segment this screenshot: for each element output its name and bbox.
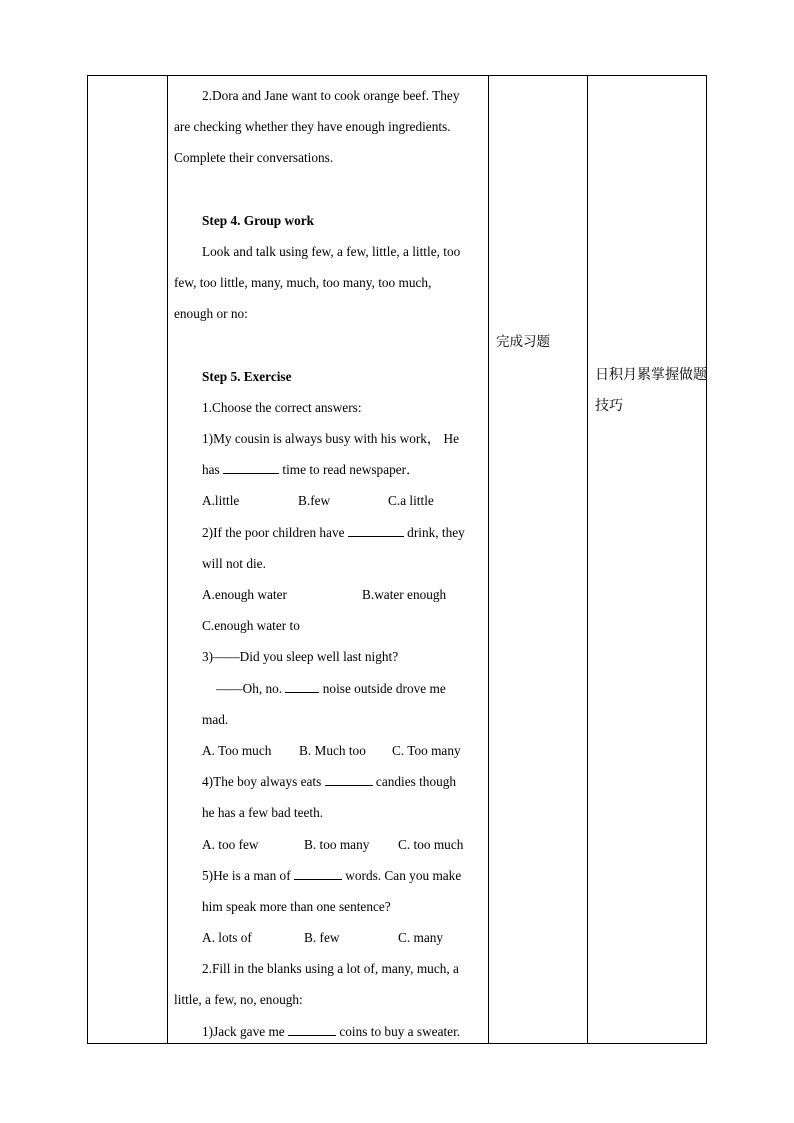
step4-line: few, too little, many, much, too many, too much, bbox=[174, 275, 432, 291]
exercise2-title: little, a few, no, enough: bbox=[174, 992, 303, 1008]
question-4: 4)The boy always eats candies though bbox=[174, 766, 483, 797]
question-1-options: A.little B.few C.a little bbox=[202, 493, 434, 509]
answer-blank bbox=[288, 1021, 336, 1036]
answer-blank bbox=[294, 865, 342, 880]
question-3: ——Oh, no. noise outside drove me bbox=[174, 673, 483, 704]
question-1: 1)My cousin is always busy with his work， He bbox=[202, 431, 460, 447]
question-5-options: A. lots of B. few C. many bbox=[202, 930, 444, 946]
question-4: he has a few bad teeth. bbox=[202, 805, 324, 821]
student-activity-text: 完成习题 bbox=[496, 334, 550, 350]
answer-blank bbox=[223, 459, 279, 474]
exercise1-title: 1.Choose the correct answers: bbox=[202, 399, 362, 415]
design-purpose-text: 日积月累掌握做题技巧 bbox=[595, 367, 707, 414]
question-2-option-c: C.enough water to bbox=[202, 618, 300, 634]
question-2: 2)If the poor children have drink, they bbox=[174, 517, 483, 548]
lesson-table bbox=[87, 75, 707, 1044]
question-5: 5)He is a man of words. Can you make bbox=[174, 860, 483, 891]
exercise2-question-1: 1)Jack gave me coins to buy a sweater. bbox=[174, 1016, 483, 1047]
step5-title: Step 5. Exercise bbox=[202, 368, 292, 384]
column-divider bbox=[587, 76, 588, 1043]
step4-title: Step 4. Group work bbox=[202, 212, 315, 228]
question-3: mad. bbox=[202, 711, 229, 727]
question-4-options: A. too few B. too many C. too much bbox=[202, 836, 464, 852]
exercise2-title: 2.Fill in the blanks using a lot of, many, much, a bbox=[202, 961, 459, 977]
teaching-procedure-cell bbox=[168, 76, 489, 1043]
step4-line: enough or no: bbox=[174, 306, 248, 322]
question-3: 3)——Did you sleep well last night? bbox=[202, 649, 399, 665]
answer-blank bbox=[348, 522, 404, 537]
task2-line: 2.Dora and Jane want to cook orange beef. They bbox=[202, 88, 460, 103]
question-3-options: A. Too much B. Much too C. Too many bbox=[202, 742, 461, 758]
task2-line: Complete their conversations. bbox=[174, 150, 334, 166]
question-5: him speak more than one sentence? bbox=[202, 898, 391, 914]
question-2: will not die. bbox=[202, 555, 266, 571]
answer-blank bbox=[325, 771, 373, 786]
task2-line: are checking whether they have enough ingredients. bbox=[174, 119, 451, 135]
answer-blank bbox=[285, 678, 319, 693]
question-1: has time to read newspaper． bbox=[174, 454, 483, 485]
question-2-options: A.enough water B.water enough bbox=[202, 587, 447, 602]
step4-line: Look and talk using few, a few, little, a little, too bbox=[202, 243, 461, 259]
